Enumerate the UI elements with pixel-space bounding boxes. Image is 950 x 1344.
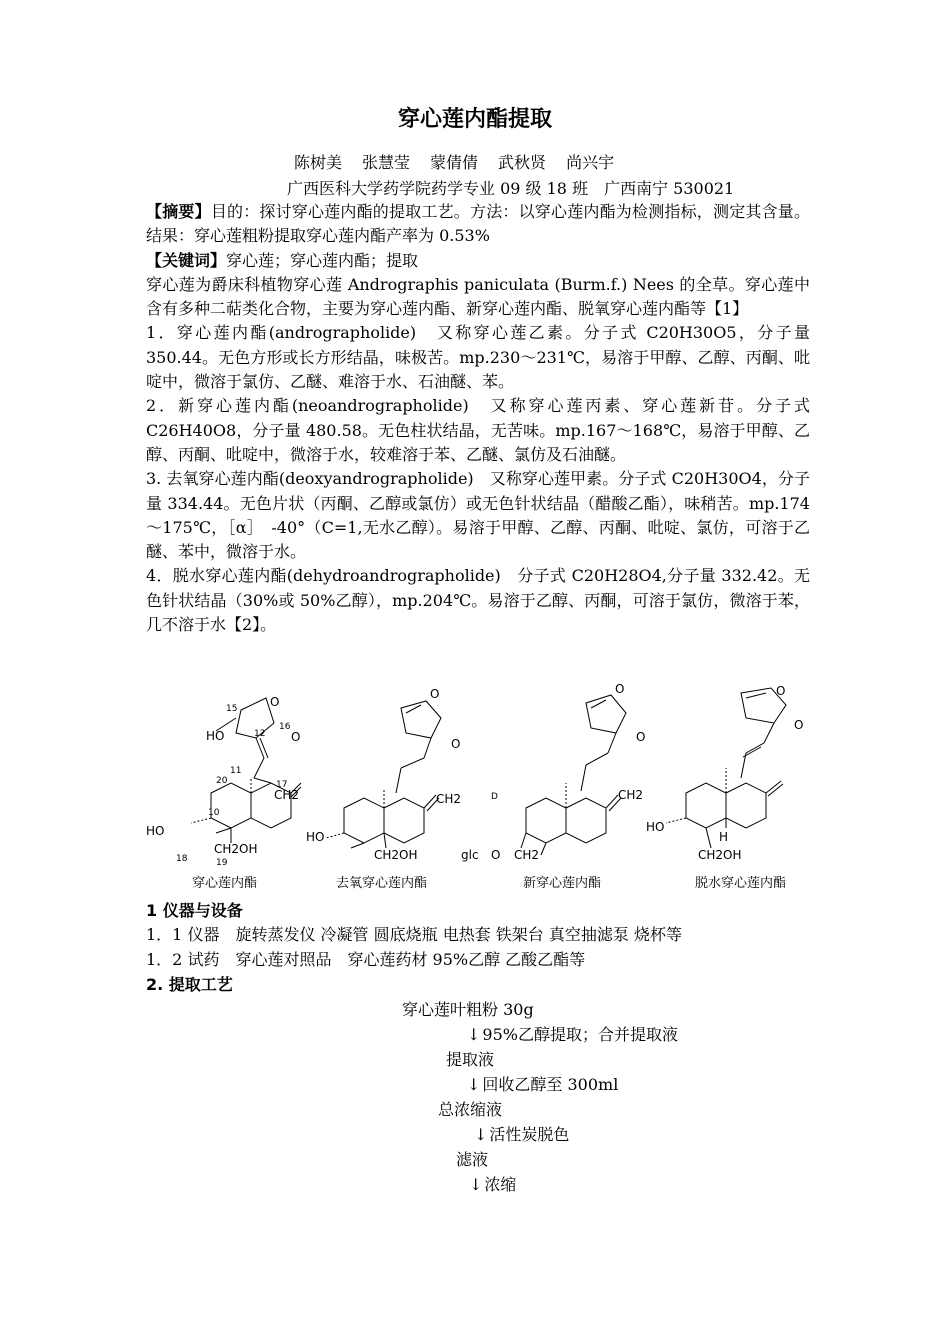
down-arrow-icon: ↓ xyxy=(467,1025,481,1044)
atom-number-15: 15 xyxy=(226,704,238,714)
mol3-ch2: CH2 xyxy=(514,848,540,862)
keywords xyxy=(146,249,810,273)
andrographolide-structure xyxy=(191,698,301,843)
flow-arrow-2 xyxy=(467,1072,618,1095)
paper-body xyxy=(146,200,810,637)
paper-title: 穿心莲内酯提取 xyxy=(397,107,552,132)
intro-paragraph: 穿心莲为爵床科植物穿心莲 Andrographis paniculata (Burm.f.) Nees 的全草。穿心莲中含有多种二萜类化合物，主要为穿心莲内酯、新穿心莲内酯、脱氧穿心莲内酯等【1】 xyxy=(146,274,810,319)
caption-deoxyandrographolide: 去氧穿心莲内酯 xyxy=(336,876,428,891)
section-2-title: 2. 提取工艺 xyxy=(146,975,233,994)
mol1-ch2: CH2 xyxy=(274,788,300,802)
atom-number-10: 10 xyxy=(208,808,220,818)
mol2-ch2: CH2 xyxy=(436,792,462,806)
compound-4-paragraph: 4．脱水穿心莲内酯(dehydroandrographolide) 分子式 C20H28O4,分子量 332.42。无色针状结晶（30%或 50%乙醇），mp.204℃。易溶于乙醇、丙酮，可溶于氯仿，微溶于苯，几不溶于水【2】。 xyxy=(146,566,810,635)
atom-number-18: 18 xyxy=(176,854,188,864)
compound-1-paragraph: 1．穿心莲内酯(andrographolide) 又称穿心莲乙素。分子式 C20H30O5，分子量 350.44。无色方形或长方形结晶，味极苦。mp.230～231℃，易溶于甲醇、乙醇、丙酮、吡啶中，微溶于氯仿、乙醚、难溶于水、石油醚、苯。 xyxy=(146,323,810,392)
mol4-ch2oh: CH2OH xyxy=(698,848,742,862)
keywords-label: 【关键词】 xyxy=(146,250,227,270)
compound-3-paragraph: 3. 去氧穿心莲内酯(deoxyandrographolide) 又称穿心莲甲素。分子式 C20H30O4，分子量 334.44。无色片状（丙酮、乙醇或氯仿）或无色针状结晶（醋酸乙酯），味稍苦。mp.174～175℃，［α］ -40°（C=1,无水乙醇）。易溶于甲醇、乙醇、丙酮、吡啶、氯仿，可溶于乙醚、苯中，微溶于水。 xyxy=(146,469,810,562)
flow-arrow-4-label: 浓缩 xyxy=(484,1175,517,1194)
flow-arrow-1 xyxy=(467,1022,678,1045)
down-arrow-icon: ↓ xyxy=(474,1125,488,1144)
mol3-ch2: CH2 xyxy=(618,788,644,802)
keywords-text: 穿心莲；穿心莲内酯；提取 xyxy=(226,250,419,270)
flow-arrow-3 xyxy=(474,1122,569,1145)
caption-andrographolide: 穿心莲内酯 xyxy=(192,876,258,891)
atom-label-d: D xyxy=(491,792,498,802)
structures-svg xyxy=(146,683,840,893)
caption-dehydroandrographolide: 脱水穿心莲内酯 xyxy=(695,876,787,891)
mol2-ho: HO xyxy=(306,830,325,844)
author-1: 陈树美 xyxy=(294,153,343,172)
affiliation: 广西医科大学药学院药学专业 09 级 18 班 广西南宁 530021 xyxy=(287,179,735,198)
abstract-label: 【摘要】 xyxy=(146,202,211,221)
atom-number-19: 19 xyxy=(216,858,228,868)
author-4: 武秋贤 xyxy=(498,153,547,172)
mol3-o-ring: O xyxy=(615,683,625,696)
mol4-h: H xyxy=(719,830,729,844)
section-1-title: 1 仪器与设备 xyxy=(146,901,243,920)
flow-step-2: 提取液 xyxy=(446,1050,495,1069)
caption-neoandrographolide: 新穿心莲内酯 xyxy=(523,876,602,891)
mol1-ho-bottom: HO xyxy=(146,824,165,838)
neoandrographolide-structure xyxy=(521,695,626,855)
author-5: 尚兴宇 xyxy=(566,153,615,172)
section-1-2-line: 1．2 试药 穿心莲对照品 穿心莲药材 95%乙醇 乙酸乙酯等 xyxy=(146,950,586,969)
mol4-ho: HO xyxy=(646,820,665,834)
mol3-o: O xyxy=(491,848,501,862)
flow-arrow-2-label: 回收乙醇至 300ml xyxy=(482,1075,619,1094)
mol1-o-carbonyl: O xyxy=(291,730,301,744)
atom-number-12: 12 xyxy=(254,729,266,739)
mol2-o-ring: O xyxy=(430,687,440,701)
flow-arrow-4 xyxy=(469,1172,516,1195)
down-arrow-icon: ↓ xyxy=(467,1075,481,1094)
abstract xyxy=(146,200,810,249)
author-2: 张慧莹 xyxy=(362,153,411,172)
flow-arrow-1-label: 95%乙醇提取；合并提取液 xyxy=(482,1025,678,1044)
atom-number-16: 16 xyxy=(279,722,291,732)
mol4-o-carbonyl: O xyxy=(794,718,804,732)
mol3-glc: glc xyxy=(461,848,479,862)
abstract-text: 目的：探讨穿心莲内酯的提取工艺。方法：以穿心莲内酯为检测指标，测定其含量。结果：穿心莲粗粉提取穿心莲内酯产率为 0.53% xyxy=(146,202,810,246)
mol1-ch2oh: CH2OH xyxy=(214,842,258,856)
section-1-1-line: 1．1 仪器 旋转蒸发仪 冷凝管 圆底烧瓶 电热套 铁架台 真空抽滤泵 烧杯等 xyxy=(146,925,682,944)
dehydroandrographolide-structure xyxy=(666,688,786,848)
atom-number-11: 11 xyxy=(230,766,242,776)
flow-step-1: 穿心莲叶粗粉 30g xyxy=(402,1000,534,1019)
mol2-o-carbonyl: O xyxy=(451,737,461,751)
author-list xyxy=(294,150,634,173)
deoxyandrographolide-structure xyxy=(326,701,441,848)
author-3: 蒙倩倩 xyxy=(430,153,479,172)
flow-step-4: 滤液 xyxy=(456,1150,489,1169)
structure-figure xyxy=(146,683,840,893)
atom-number-17: 17 xyxy=(276,780,288,790)
mol1-ho-top: HO xyxy=(206,729,225,743)
mol1-o-ring: O xyxy=(270,695,280,709)
compound-2-paragraph: 2．新穿心莲内酯(neoandrographolide) 又称穿心莲丙素、穿心莲新苷。分子式 C26H40O8，分子量 480.58。无色柱状结晶，无苦味。mp.167～168℃，易溶于甲醇、乙醇、丙酮、吡啶中，微溶于水，较难溶于苯、乙醚、氯仿及石油醚。 xyxy=(146,396,810,464)
atom-number-20: 20 xyxy=(216,776,228,786)
down-arrow-icon: ↓ xyxy=(469,1175,483,1194)
flow-step-3: 总浓缩液 xyxy=(438,1100,503,1119)
mol2-ch2oh: CH2OH xyxy=(374,848,418,862)
mol4-o-ring: O xyxy=(776,684,786,698)
flow-arrow-3-label: 活性炭脱色 xyxy=(489,1125,570,1144)
mol3-o-carbonyl: O xyxy=(636,730,646,744)
